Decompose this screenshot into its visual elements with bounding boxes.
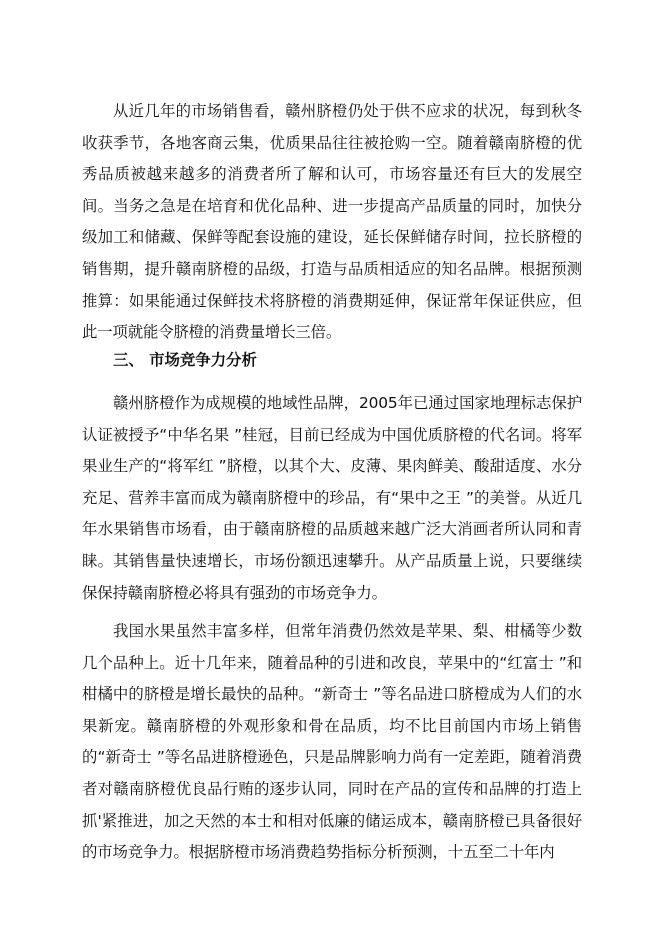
paragraph-fruit-market-outlook: 我国水果虽然丰富多样，但常年消费仍然效是苹果、梨、柑橘等少数几个品种上。近十几年来，随着品种的引进和改良，苹果中的“红富士 ”和柑橘中的脐橙是增长最快的品种。“新奇士 ”等名品进口脐橙成为人们的水果新宠。赣南脐橙的外观形象和骨在品质，均不比目前国内市场上销售的“新奇士 ”等名品进脐橙逊色，只是品牌影响力尚有一定差距，随着消费者对赣南脐橙优良品行贿的逐步认同，同时在产品的宣传和品牌的打造上抓'紧推进，加之天然的本士和相对低廉的储运成本，赣南脐橙已具备很好的市场竞争力。根据脐橙市场消费趋势指标分析预测，十五至二十年内 <box>82 622 582 862</box>
paragraph-brand-competitiveness: 赣州脐橙作为成规模的地域性品牌，2005年已通过国家地理标志保护认证被授予“中华名果 ”桂冠，目前已经成为中国优质脐橙的代名词。将军果业生产的“将军红 ”脐橙，以其个大、皮薄、果肉鲜美、酸甜适度、水分充足、营养丰富而成为赣南脐橙中的珍品，有“果中之王 ”的美誉。从近几年水果销售市场看，由于赣南脐橙的品质越来越广泛大消画者所认同和青睐。其销售量快速增长，市场份额迅速攀升。从产品质量上说，只要继续保保持赣南脐橙必将具有强劲的市场竞争力。 <box>82 394 582 602</box>
paragraph-market-sales: 从近几年的市场销售看，赣州脐橙仍处于供不应求的状况，每到秋冬收获季节，各地客商云集，优质果品往往被抢购一空。随着赣南脐橙的优秀品质被越来越多的消费者所了解和认可，市场容量还有巨大的发展空间。当务之急是在培育和优化品种、进一步提高产品质量的同时，加快分级加工和储藏、保鲜等配套设施的建设，延长保鲜储存时间，拉长脐橙的销售期，提升赣南脐橙的品级，打造与品质相适应的知名品牌。根据预测推算：如果能通过保鲜技术将脐橙的消费期延伸，保证常年保证供应，但此一项就能令脐橙的消费量增长三倍。 <box>82 102 582 342</box>
section-heading-competitiveness: 三、 市场竞争力分析 <box>113 351 257 369</box>
